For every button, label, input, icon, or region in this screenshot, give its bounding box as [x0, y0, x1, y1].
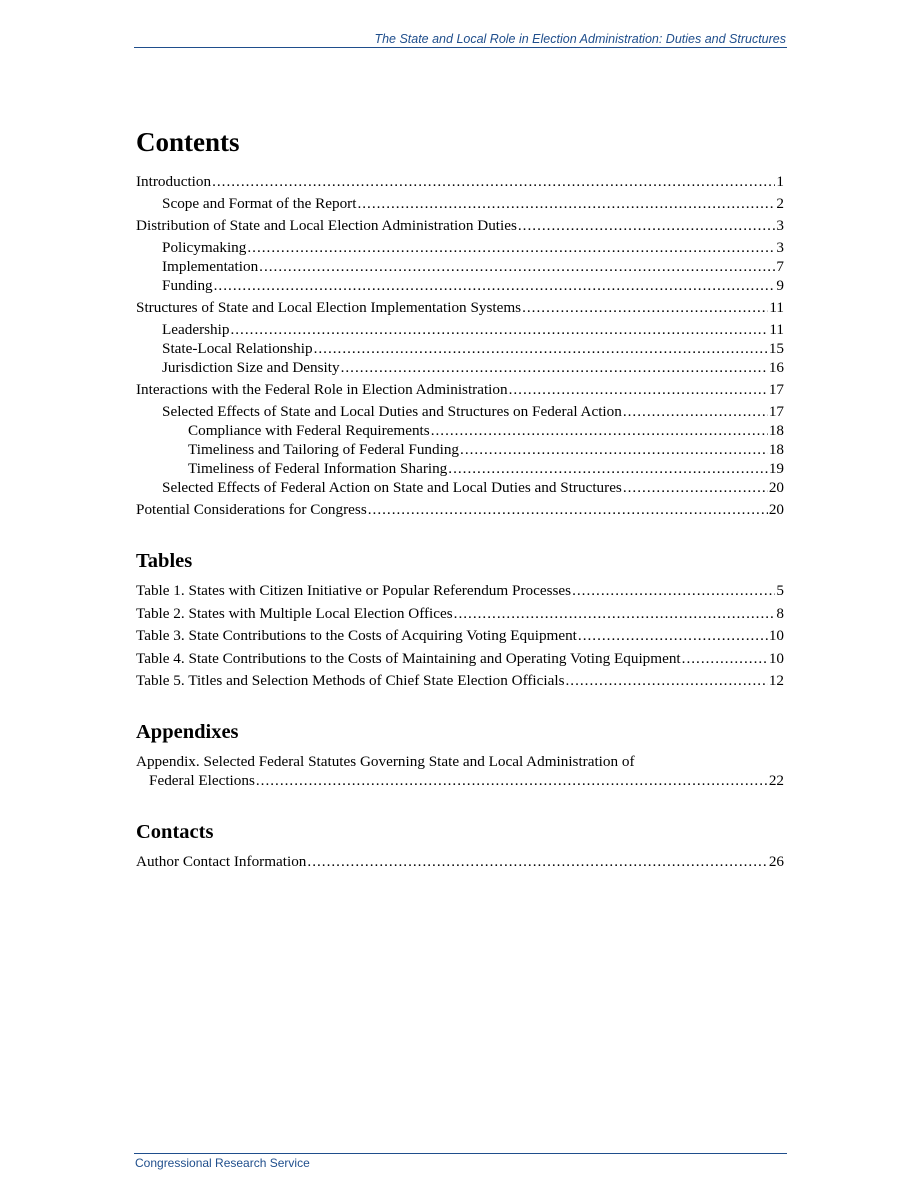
toc-entry-funding[interactable]: Funding . . . 9 [136, 276, 784, 295]
toc-entry-compliance[interactable]: Compliance with Federal Requirements . . . 18 [136, 421, 784, 440]
toc-entry-distribution[interactable]: Distribution of State and Local Election Administration Duties . . . 3 [136, 216, 784, 235]
toc-entry-effects-on-federal[interactable]: Selected Effects of State and Local Duties and Structures on Federal Action . . . 17 [136, 402, 784, 421]
contents-list [136, 172, 784, 519]
table-entry-5[interactable]: Table 5. Titles and Selection Methods of Chief State Election Officials . . . 12 [136, 671, 784, 690]
tables-list [136, 581, 784, 690]
toc-page [136, 126, 784, 871]
toc-entry-federal-funding[interactable]: Timeliness and Tailoring of Federal Funding . . . 18 [136, 440, 784, 459]
table-entry-1[interactable]: Table 1. States with Citizen Initiative or Popular Referendum Processes . . . 5 [136, 581, 784, 600]
toc-entry-introduction[interactable]: Introduction . . . 1 [136, 172, 784, 191]
toc-entry-effects-of-federal[interactable]: Selected Effects of Federal Action on State and Local Duties and Structures . . . 20 [136, 478, 784, 497]
toc-entry-structures[interactable]: Structures of State and Local Election Implementation Systems . . . 11 [136, 298, 784, 317]
table-entry-2[interactable]: Table 2. States with Multiple Local Election Offices . . . 8 [136, 604, 784, 623]
toc-entry-state-local-relationship[interactable]: State-Local Relationship . . . 15 [136, 339, 784, 358]
toc-entry-jurisdiction-size[interactable]: Jurisdiction Size and Density . . . 16 [136, 358, 784, 377]
toc-entry-implementation[interactable]: Implementation . . . 7 [136, 257, 784, 276]
contacts-list [136, 852, 784, 871]
toc-entry-scope[interactable]: Scope and Format of the Report . . . 2 [136, 194, 784, 213]
footer-publisher: Congressional Research Service [135, 1156, 310, 1170]
header-rule [134, 47, 787, 48]
contacts-entry-author[interactable]: Author Contact Information . . . 26 [136, 852, 784, 871]
toc-entry-considerations[interactable]: Potential Considerations for Congress . . . 20 [136, 500, 784, 519]
running-header: The State and Local Role in Election Administration: Duties and Structures [374, 32, 786, 46]
toc-entry-interactions[interactable]: Interactions with the Federal Role in Election Administration . . . 17 [136, 380, 784, 399]
appendix-entry[interactable] [136, 752, 784, 790]
table-entry-3[interactable]: Table 3. State Contributions to the Costs of Acquiring Voting Equipment . . . 10 [136, 626, 784, 645]
appendix-entry-line1: Appendix. Selected Federal Statutes Governing State and Local Administration of [136, 753, 635, 770]
contents-heading: Contents [136, 127, 240, 157]
toc-entry-policymaking[interactable]: Policymaking . . . 3 [136, 238, 784, 257]
appendixes-list [136, 752, 784, 790]
table-entry-4[interactable]: Table 4. State Contributions to the Costs of Maintaining and Operating Voting Equipment . . . 10 [136, 649, 784, 668]
toc-entry-info-sharing[interactable]: Timeliness of Federal Information Sharing . . . 19 [136, 459, 784, 478]
appendixes-heading: Appendixes [136, 721, 239, 743]
contacts-heading: Contacts [136, 821, 214, 843]
tables-heading: Tables [136, 550, 193, 572]
footer-rule [134, 1153, 787, 1154]
appendix-entry-line2: Federal Elections . . . 22 [136, 771, 784, 790]
toc-entry-leadership[interactable]: Leadership . . . 11 [136, 320, 784, 339]
